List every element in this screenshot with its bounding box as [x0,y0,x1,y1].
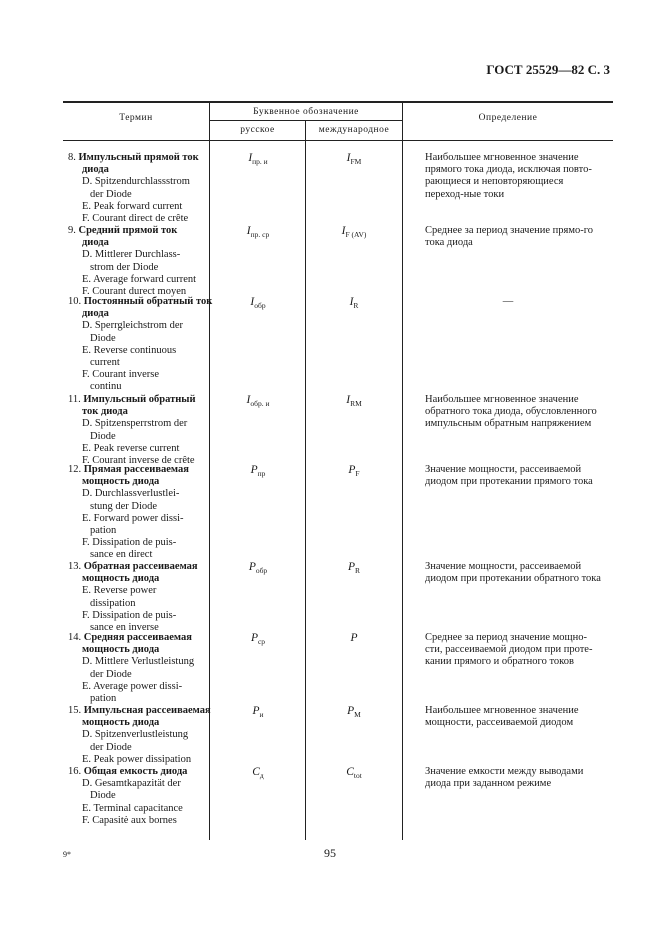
term-title [68,561,213,573]
symbol-subscript: обр. и [250,399,270,408]
term-title [68,705,213,717]
term-translation: D. Mittlerer Durchlass- [82,249,181,261]
term-number: 8. [68,152,79,163]
page-number: 95 [324,846,336,860]
symbol-subscript: F [355,469,360,478]
term-title [68,296,213,308]
term-cell [68,394,213,467]
symbol-letter: I [346,152,351,164]
term-translation: E. Reverse power [82,585,157,597]
symbol-international [306,632,402,644]
symbol-letter: P [250,464,258,476]
term-translation: E. Average forward current [82,273,197,285]
term-cell [68,152,213,225]
term-translation: der Diode [90,741,132,753]
symbol-letter: P [252,705,260,717]
term-cell [68,464,213,562]
symbol-russian [210,705,306,718]
term-name: Средний прямой ток [78,225,178,236]
term-translation: sance en direct [90,549,153,561]
term-name: Прямая рассеиваемая [83,464,189,475]
symbol-international [306,464,402,477]
term-name-part: диода [82,308,109,320]
term-cell [68,296,213,394]
term-title [68,394,213,406]
term-translation: E. Peak reverse current [82,442,180,454]
symbol-subscript: F (AV) [345,230,367,239]
symbol-russian [210,561,306,574]
term-translation: strom der Diode [90,261,159,273]
symbol-letter: I [248,152,253,164]
symbol-subscript: ср [257,637,266,646]
term-translation: F. Dissipation de puis- [82,537,177,549]
term-translation: D. Sperrgleichstrom der [82,320,183,332]
header-letter-designation: Буквенное обозначение [253,107,359,117]
term-translation: continu [90,381,122,393]
definition-cell: Наибольшее мгновенное значение прямого тока диода, исключая повто-рающиеся и неповторяющиеся переход-ные токи [425,152,592,200]
symbol-subscript: tot [353,771,362,780]
symbol-subscript: RM [350,399,362,408]
symbol-subscript: пр [257,469,266,478]
term-translation: dissipation [90,597,136,609]
term-translation: E. Reverse continuous [82,344,177,356]
symbol-subscript: д [259,771,264,780]
term-translation: E. Forward power dissi- [82,512,184,524]
definition-cell: — [502,296,514,307]
term-translation: E. Average power dissi- [82,680,183,692]
symbol-russian [210,464,306,477]
term-name: Импульсная рассеиваемая [83,705,211,716]
term-name: Импульсный прямой ток [78,152,199,163]
term-translation: D. Durchlassverlustlei- [82,488,180,500]
term-name-continued [68,476,213,488]
term-name: Обратная рассеиваемая [83,561,198,572]
term-translation: F. Courant inverse [82,369,160,381]
term-number: 10. [68,296,84,307]
symbol-international [306,152,402,165]
symbol-russian [210,296,306,309]
symbol-letter: P [348,464,356,476]
table-top-rule [63,101,613,103]
term-name-continued [68,717,213,729]
symbol-subscript: M [354,710,361,719]
term-translation: Diode [90,430,116,442]
term-translation: Diode [90,332,116,344]
term-cell [68,561,213,634]
term-name-part: мощность диода [82,644,160,656]
symbol-international [306,705,402,718]
term-name-continued [68,573,213,585]
term-translation: sance en inverse [90,622,159,634]
term-name: Импульсный обратный [83,394,196,405]
symbol-letter: C [252,766,260,778]
term-name-continued [68,308,213,320]
symbol-subscript: обр [255,566,268,575]
header-term: Термин [119,113,153,123]
symbol-international [306,296,402,309]
term-number: 15. [68,705,84,716]
term-translation: F. Dissipation de puis- [82,609,177,621]
symbol-letter: P [248,561,256,573]
term-number: 9. [68,225,79,236]
term-cell [68,225,213,298]
term-translation: D. Spitzendurchlassstrom [82,176,190,188]
term-cell [68,632,213,705]
term-translation: D. Gesamtkapazität der [82,778,181,790]
term-translation: current [90,357,120,369]
term-name-part: диода [82,237,109,249]
term-title [68,464,213,476]
term-name-part: мощность диода [82,476,160,488]
term-translation: Diode [90,790,116,802]
term-translation: F. Courant inverse de crête [82,455,195,467]
definition-cell: Наибольшее мгновенное значение мощности, рассеиваемой диодом [425,705,579,729]
symbol-letter: P [347,705,355,717]
term-translation: D. Spitzenverlustleistung [82,729,189,741]
symbol-letter: I [341,225,346,237]
definition-cell: Значение емкости между выводами диода при заданном режиме [425,766,584,790]
term-translation: F. Capasitė aux bornes [82,814,177,826]
term-name-part: ток диода [82,406,128,418]
definition-cell: Среднее за период значение прямо-го тока диода [425,225,594,249]
term-translation: F. Courant direct de crête [82,213,189,225]
term-number: 16. [68,766,84,777]
term-name-continued [68,164,213,176]
symbol-subscript: и [259,710,264,719]
symbol-international [306,766,402,779]
term-name-part: мощность диода [82,717,160,729]
symbol-subscript: пр. и [252,157,268,166]
symbol-international [306,561,402,574]
term-translation: pation [90,525,117,537]
symbol-letter: I [349,296,354,308]
symbol-letter: C [346,766,354,778]
header-international: международное [318,125,390,135]
header-sub-rule [210,120,402,121]
term-title [68,152,213,164]
term-number: 13. [68,561,84,572]
symbol-letter: P [347,561,355,573]
term-name-continued [68,644,213,656]
term-translation: D. Mittlere Verlustleistung [82,656,195,668]
page-title: ГОСТ 25529—82 С. 3 [486,62,610,77]
definition-cell: Наибольшее мгновенное значение обратного тока диода, обусловленного импульсным обратным напряжением [425,394,597,430]
sheet-mark: 9* [63,850,71,859]
term-name: Средняя рассеиваемая [83,632,192,643]
definition-cell: Значение мощности, рассеиваемой диодом при протекании прямого тока [425,464,593,488]
term-translation: F. Courant durect moyen [82,286,187,298]
term-name-continued [68,237,213,249]
term-number: 12. [68,464,84,475]
symbol-letter: I [246,394,251,406]
symbol-letter: P [250,632,258,644]
symbol-international [306,225,402,238]
symbol-international [306,394,402,407]
term-translation: E. Terminal capacitance [82,802,183,814]
header-definition: Определение [478,113,538,123]
term-number: 14. [68,632,84,643]
symbol-subscript: FM [350,157,362,166]
term-name-part: мощность диода [82,573,160,585]
definition-cell: Значение мощности, рассеиваемой диодом при протекании обратного тока [425,561,601,585]
header-russian: русское [240,125,275,135]
symbol-russian [210,225,306,238]
symbol-letter: I [246,225,251,237]
symbol-letter: I [346,394,351,406]
term-translation: D. Spitzensperrstrom der [82,418,188,430]
term-cell [68,705,213,766]
term-name: Постоянный обратный ток [83,296,213,307]
term-translation: E. Peak power dissipation [82,753,192,765]
term-cell [68,766,213,827]
term-name-continued [68,406,213,418]
term-translation: der Diode [90,668,132,680]
term-title [68,225,213,237]
symbol-russian [210,766,306,779]
definition-cell: Среднее за период значение мощно-сти, рассеиваемой диодом при проте-кании прямого и обратного токов [425,632,593,668]
symbol-letter: I [250,296,255,308]
term-number: 11. [68,394,84,405]
symbol-subscript: обр [254,301,266,310]
term-title [68,632,213,644]
symbol-subscript: R [353,301,359,310]
term-title [68,766,213,778]
symbol-subscript: пр. ср [250,230,270,239]
symbol-subscript: R [355,566,361,575]
term-translation: E. Peak forward current [82,200,183,212]
symbol-russian [210,394,306,407]
symbol-letter: P [350,632,358,644]
term-name: Общая емкость диода [83,766,188,777]
term-translation: pation [90,693,117,705]
column-divider-3 [402,102,403,840]
term-translation: der Diode [90,188,132,200]
symbol-russian [210,152,306,165]
header-bottom-rule [63,140,613,141]
term-translation: stung der Diode [90,500,158,512]
term-name-part: диода [82,164,109,176]
symbol-russian [210,632,306,645]
